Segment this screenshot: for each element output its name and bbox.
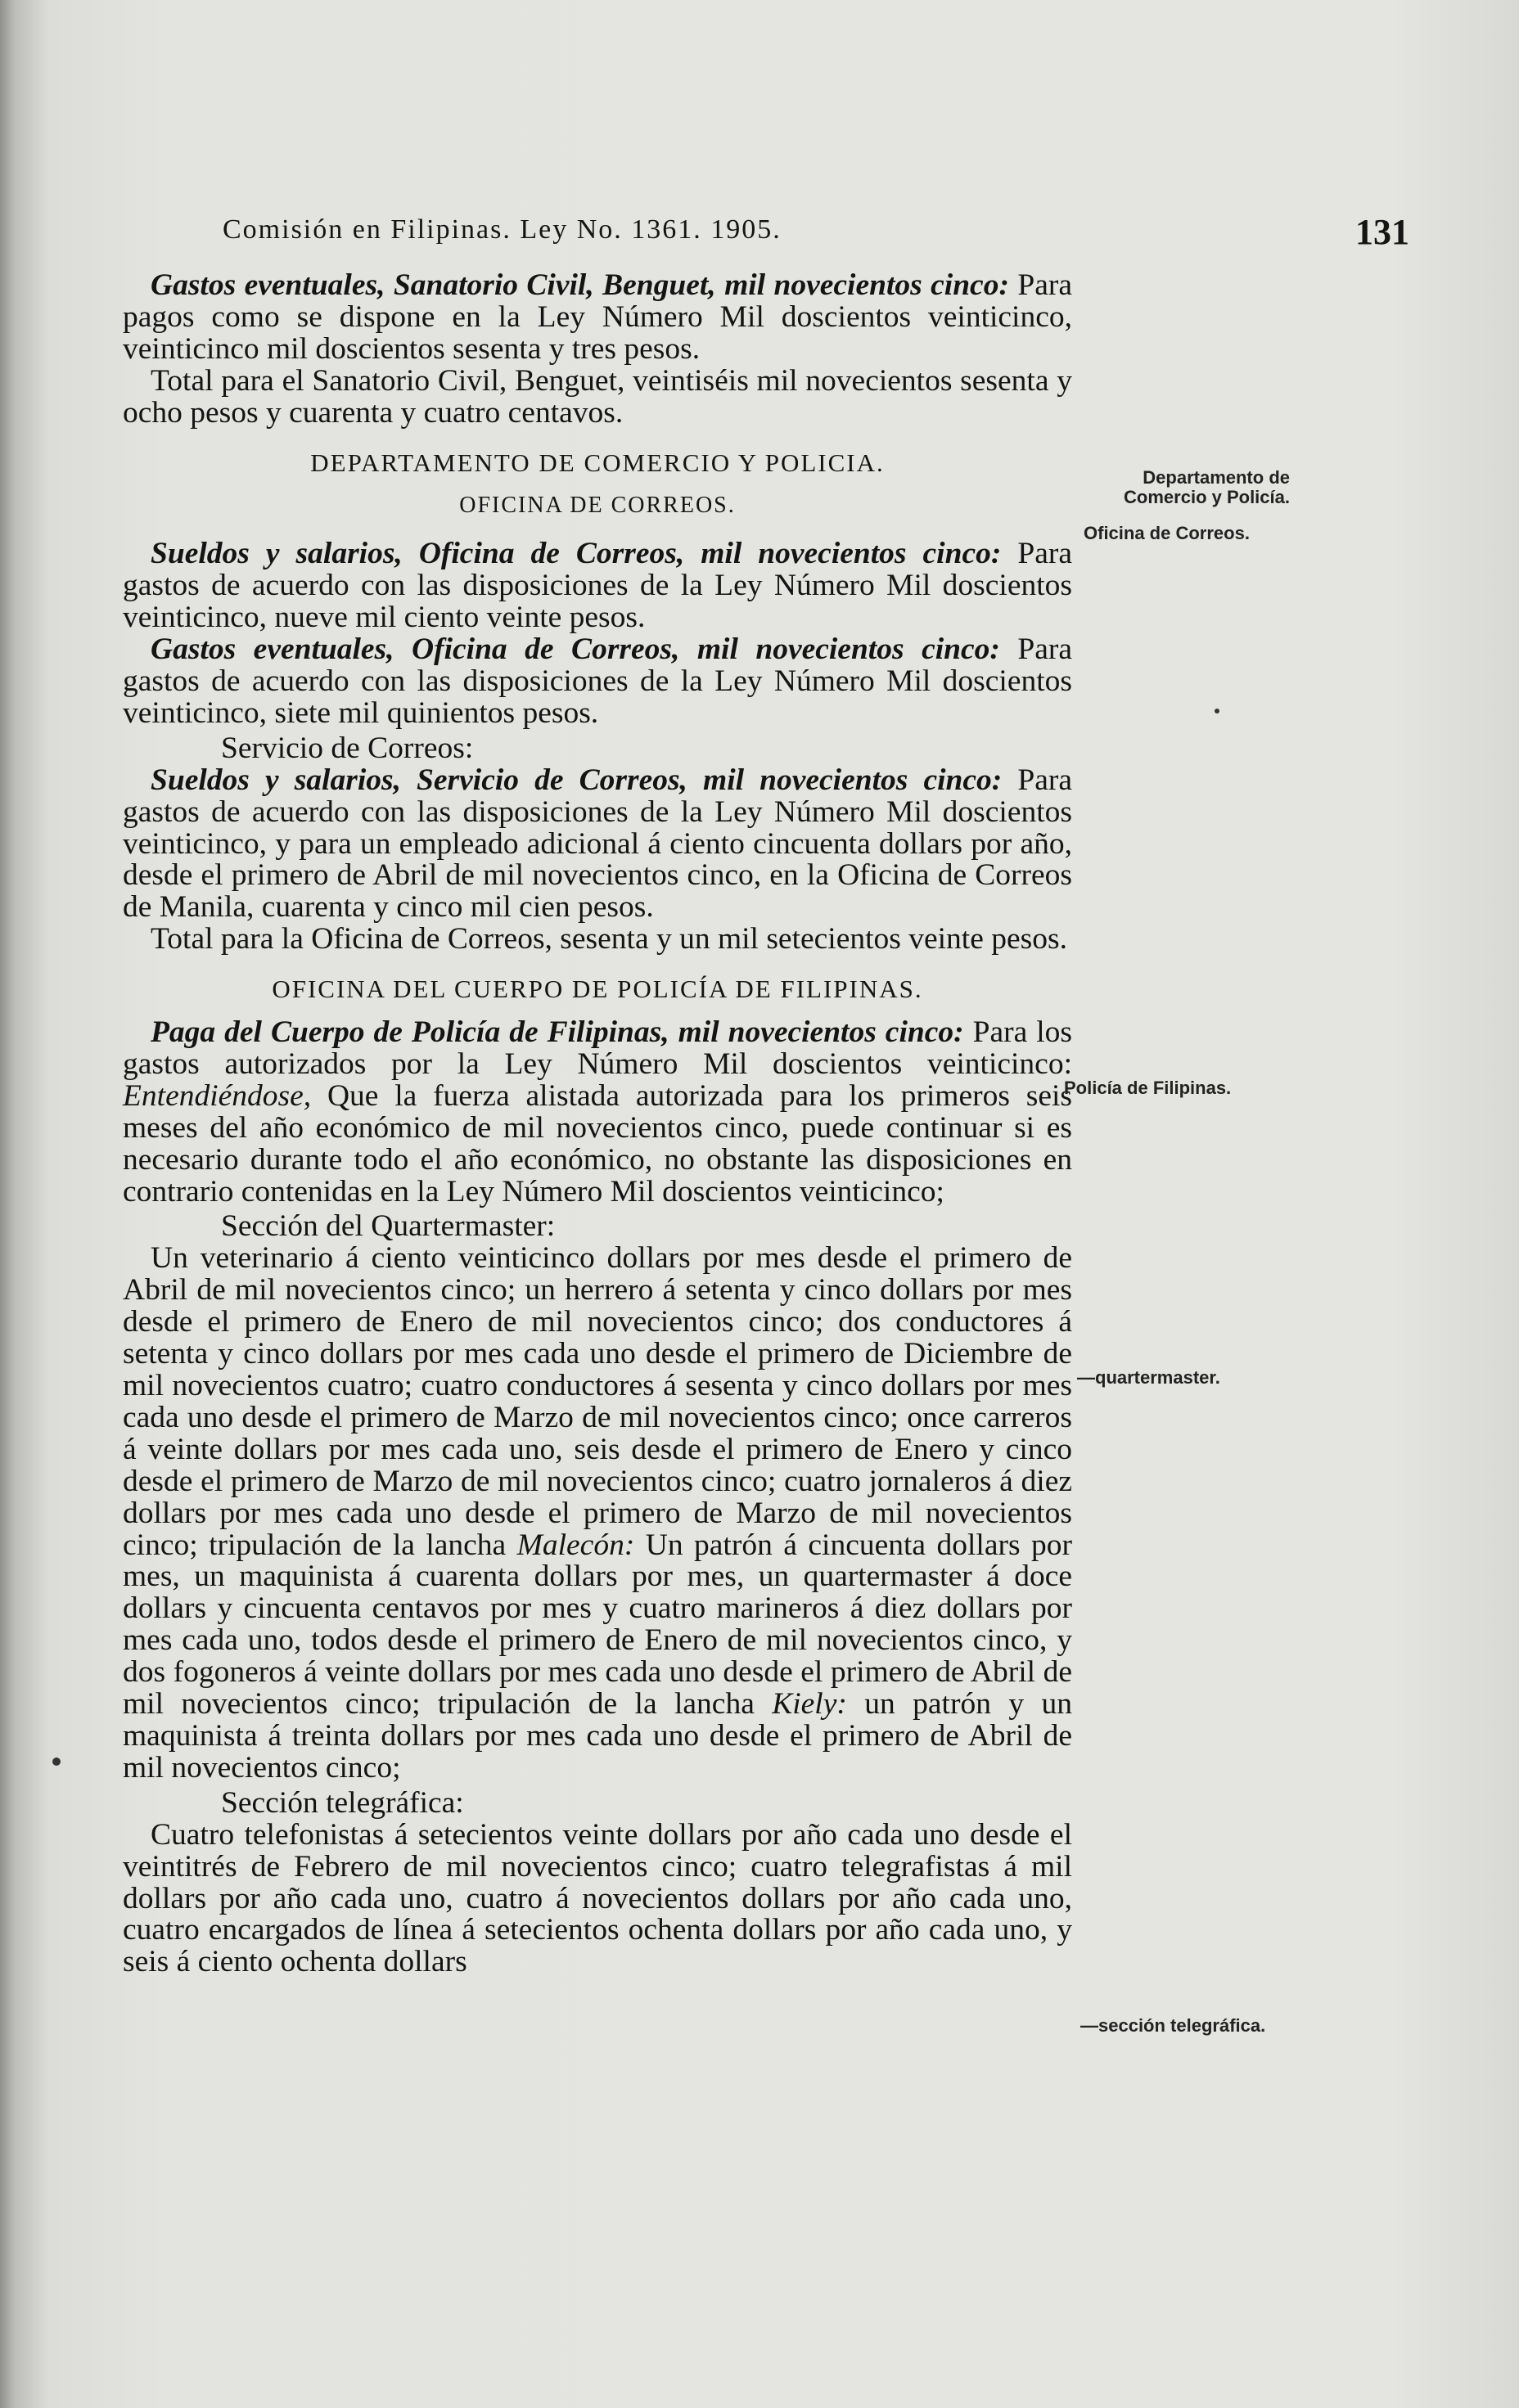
item-text: un patrón y un maquinista á treinta dollars por mes cada uno desde el primero de Abril de mil novecientos cinco; (123, 1687, 1072, 1785)
item-text: Para gastos de acuerdo con las disposiciones de la Ley Número Mil doscientos veinticinco, y para un empleado adicional á ciento cincuenta dollars por año, desde el primero de Abril de mil novecientos cinco, en la Oficina de Correos de Manila, cuarenta y cinco mil cien pesos. (123, 763, 1072, 925)
subheading: Sección del Quartermaster: (221, 1209, 556, 1244)
item-title: Gastos eventuales, Oficina de Correos, mil novecientos cinco: (151, 632, 1000, 667)
paragraph (123, 634, 1072, 730)
item-text: Para pagos como se dispone en la Ley Número Mil doscientos veinticinco, veinticinco mil doscientos sesenta y tres pesos. (123, 268, 1072, 366)
section-heading: OFICINA DEL CUERPO DE POLICÍA DE FILIPINAS. (272, 974, 923, 1004)
item-title: Sueldos y salarios, Servicio de Correos, mil novecientos cinco: (151, 763, 1003, 797)
paragraph (123, 270, 1072, 366)
item-text: Para los gastos autorizados por la Ley Número Mil doscientos veinticinco: (123, 1015, 1072, 1081)
margin-note-quartermaster: —quartermaster. (1077, 1367, 1220, 1388)
section-heading: DEPARTAMENTO DE COMERCIO Y POLICIA. (310, 448, 885, 477)
item-text: Cuatro telefonistas á setecientos veinte dollars por año cada uno desde el veintitrés de Febrero de mil novecientos cinco; cuatro telegrafistas á mil dollars por año cada uno, cuatro á novecientos dollars por año cada uno, cuatro encargados de línea á setecientos ochenta dollars por año cada uno, y seis á ciento ochenta dollars (123, 1817, 1072, 1979)
item-title: Gastos eventuales, Sanatorio Civil, Benguet, mil novecientos cinco: (151, 268, 1009, 302)
margin-note-correos: Oficina de Correos. (1084, 523, 1250, 543)
margin-note-dept: Departamento de Comercio y Policía. (1124, 467, 1290, 507)
subheading: Sección telegráfica: (221, 1785, 464, 1820)
scan-speck (1215, 709, 1219, 713)
item-text: Un patrón á cincuenta dollars por mes, un maquinista á cuarenta dollars por mes, un quartermaster á doce dollars y cincuenta centavos por mes y cuatro marineros á diez dollars por mes cada uno, todos desde el primero de Enero de mil novecientos cinco, y dos fogoneros á veinte dollars por mes cada uno desde el primero de Abril de mil novecientos cinco; tripulación de la lancha (123, 1528, 1072, 1722)
paragraph (123, 363, 1072, 430)
body-text (123, 270, 1072, 1978)
item-title: Paga del Cuerpo de Policía de Filipinas, mil novecientos cinco: (151, 1015, 964, 1050)
paragraph (123, 538, 1072, 634)
item-text: Total para la Oficina de Correos, sesenta y un mil setecientos veinte pesos. (151, 922, 1067, 956)
vessel-name: Kiely: (772, 1687, 847, 1722)
paragraph (123, 1243, 1072, 1784)
item-text: Total para el Sanatorio Civil, Benguet, veintiséis mil novecientos sesenta y ocho pesos y cuarenta y cuatro centavos. (123, 363, 1072, 430)
paragraph (123, 1817, 1072, 1979)
emphasis: Entendiéndose, (123, 1078, 312, 1113)
subsection-heading: OFICINA DE CORREOS. (459, 493, 736, 519)
subheading: Servicio de Correos: (221, 731, 474, 765)
running-title: Comisión en Filipinas. Ley No. 1361. 1905. (223, 214, 782, 245)
item-text: Para gastos de acuerdo con las disposiciones de la Ley Número Mil doscientos veinticinco, siete mil quinientos pesos. (123, 632, 1072, 730)
item-title: Sueldos y salarios, Oficina de Correos, mil novecientos cinco: (151, 537, 1002, 571)
item-text: Para gastos de acuerdo con las disposiciones de la Ley Número Mil doscientos veinticinco, nueve mil ciento veinte pesos. (123, 537, 1072, 635)
margin-note-policia: Policía de Filipinas. (1064, 1078, 1232, 1098)
scan-speck (52, 1758, 61, 1766)
paragraph (123, 924, 1072, 956)
paragraph (123, 765, 1072, 925)
margin-note-telegrafica: —sección telegráfica. (1080, 2015, 1266, 2036)
paragraph (123, 1017, 1072, 1208)
item-text: Que la fuerza alistada autorizada para los primeros seis meses del año económico de mil novecientos cinco, puede continuar si es necesario durante todo el año económico, no obstante las disposiciones en contrario contenidas en la Ley Número Mil doscientos veinticinco; (123, 1078, 1072, 1209)
item-text: Un veterinario á ciento veinticinco dollars por mes desde el primero de Abril de mil novecientos cinco; un herrero á setenta y cinco dollars por mes desde el primero de Enero de mil novecientos cinco; dos conductores á setenta y cinco dollars por mes cada uno desde el primero de Diciembre de mil novecientos cuatro; cuatro conductores á sesenta y cinco dollars por mes cada uno desde el primero de Marzo de mil novecientos cinco; once carreros á veinte dollars por mes cada uno, seis desde el primero de Enero y cinco desde el primero de Marzo de mil novecientos cinco; cuatro jornaleros á diez dollars por mes cada uno desde el primero de Marzo de mil novecientos cinco; tripulación de la lancha (123, 1241, 1072, 1562)
vessel-name: Malecón: (516, 1528, 635, 1562)
page-header (223, 214, 1409, 263)
page-number: 131 (1355, 212, 1409, 252)
